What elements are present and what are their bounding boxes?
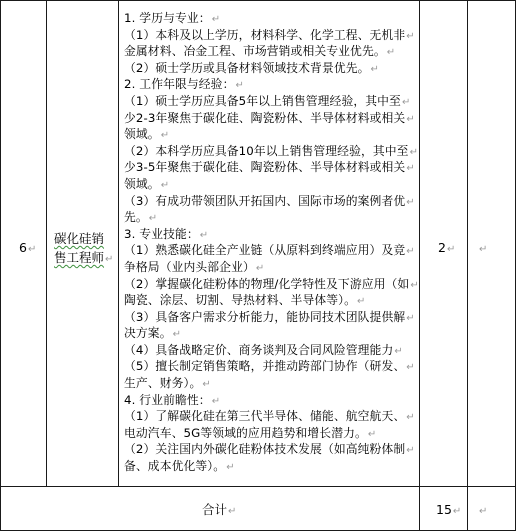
paragraph-mark: ↵ xyxy=(406,412,415,424)
requirement-text: （2）硕士学历或具备材料领域技术背景优先。 xyxy=(124,60,370,75)
requirement-text: 少3-5年聚焦于碳化硅、陶瓷粉体、半导体材料或相关 xyxy=(124,160,406,175)
requirement-line xyxy=(124,126,418,143)
paragraph-mark: ↵ xyxy=(27,244,37,255)
requirement-text: （2）掌握碳化硅粉体的物理/化学特性及下游应用（如 xyxy=(124,276,410,291)
requirement-line xyxy=(124,309,418,326)
paragraph-mark: ↵ xyxy=(406,113,415,125)
requirement-line xyxy=(124,27,418,44)
headcount-cell xyxy=(438,240,455,257)
requirement-text: （3）具备客户需求分析能力，能协同技术团队提供解 xyxy=(124,309,406,324)
requirement-text: 电动汽车、5G等领域的应用趋势和增长潜力。 xyxy=(124,425,367,440)
col-divider-4 xyxy=(467,0,468,531)
requirement-line xyxy=(124,209,418,226)
requirement-text: 少2-3年聚焦于碳化硅、陶瓷粉体、半导体材料或相关 xyxy=(124,110,406,125)
requirement-line xyxy=(124,325,418,342)
requirement-text: 决方案。 xyxy=(124,326,172,341)
paragraph-mark: ↵ xyxy=(446,244,456,255)
requirement-text: 4. 行业前瞻性： xyxy=(124,392,211,407)
requirement-line xyxy=(124,441,418,458)
requirement-line xyxy=(124,425,418,442)
requirement-text: （2）关注国内外碳化硅粉体技术发展（如高纯粉体制 xyxy=(124,442,406,457)
requirement-line xyxy=(124,159,418,176)
paragraph-mark: ↵ xyxy=(172,329,182,341)
row-divider xyxy=(0,486,516,487)
paragraph-mark: ↵ xyxy=(406,196,415,208)
requirement-text: 生产、财务）。 xyxy=(124,376,202,391)
paragraph-mark: ↵ xyxy=(235,80,244,92)
requirement-text: （2）本科学历应具备10年以上销售管理经验，其中至 xyxy=(124,143,409,158)
paragraph-mark: ↵ xyxy=(228,506,237,517)
total-value: 15 xyxy=(436,502,452,517)
requirement-text: 备、成本优化等）。 xyxy=(124,459,226,474)
paragraph-mark: ↵ xyxy=(357,296,366,308)
paragraph-mark: ↵ xyxy=(367,428,377,440)
paragraph-mark: ↵ xyxy=(211,14,221,25)
requirement-text: 先。 xyxy=(124,210,148,225)
requirement-text: （1）本科及以上学历，材料科学、化学工程、无机非 xyxy=(124,27,406,42)
paragraph-mark: ↵ xyxy=(226,462,235,474)
requirement-text: （1）了解碳化硅在第三代半导体、储能、航空航天、 xyxy=(124,409,406,424)
paragraph-mark: ↵ xyxy=(452,506,462,517)
requirement-line xyxy=(124,392,418,409)
paragraph-mark: ↵ xyxy=(406,312,415,324)
position-line-2 xyxy=(54,248,113,269)
requirement-text: 领域。 xyxy=(124,176,160,191)
requirement-line xyxy=(124,292,418,309)
requirement-text: （1）熟悉碳化硅全产业链（从原料到终端应用）及竞 xyxy=(124,243,406,258)
paragraph-mark: ↵ xyxy=(386,47,396,59)
requirement-line xyxy=(124,93,418,110)
total-label-cell xyxy=(202,502,236,519)
requirement-line xyxy=(124,10,418,27)
position-name-part-2: 售工程师 xyxy=(54,250,105,265)
requirement-line xyxy=(124,60,418,77)
paragraph-mark: ↵ xyxy=(406,246,415,258)
paragraph-mark: ↵ xyxy=(406,163,415,175)
requirement-text: （4）具备战略定价、商务谈判及合同风险管理能力 xyxy=(124,342,394,357)
requirement-line xyxy=(124,375,418,392)
requirement-line xyxy=(124,408,418,425)
requirement-line xyxy=(124,110,418,127)
paragraph-mark: ↵ xyxy=(160,179,170,191)
paragraph-mark: ↵ xyxy=(148,213,158,225)
requirement-line xyxy=(124,342,418,359)
col-divider-2 xyxy=(118,0,119,487)
paragraph-mark: ↵ xyxy=(199,229,209,241)
requirement-line xyxy=(124,276,418,293)
requirement-line xyxy=(124,242,418,259)
row-index-cell xyxy=(19,240,36,257)
paragraph-mark: ↵ xyxy=(105,254,114,265)
requirement-line xyxy=(124,143,418,160)
paragraph-mark: ↵ xyxy=(394,345,403,357)
requirement-text: （1）硕士学历应具备5年以上销售管理经验，其中至 xyxy=(124,93,401,108)
requirement-line xyxy=(124,176,418,193)
requirement-line xyxy=(124,193,418,210)
requirement-text: 领域。 xyxy=(124,127,160,142)
requirement-text: 2. 工作年限与经验： xyxy=(124,77,235,92)
position-cell xyxy=(54,229,113,269)
total-remark-cell xyxy=(478,502,487,519)
requirement-line xyxy=(124,358,418,375)
requirement-line xyxy=(124,226,418,243)
paragraph-mark: ↵ xyxy=(406,445,415,457)
requirement-text: 陶瓷、涂层、切割、导热材料、半导体等）。 xyxy=(124,293,357,308)
requirement-text: 金属材料、冶金工程、市场营销或相关专业优先。 xyxy=(124,44,386,59)
col-divider-1 xyxy=(46,0,47,487)
paragraph-mark: ↵ xyxy=(409,146,419,158)
paragraph-mark: ↵ xyxy=(406,362,415,374)
paragraph-mark: ↵ xyxy=(202,379,211,391)
position-name-part-1: 碳化硅销 xyxy=(54,231,105,246)
paragraph-mark: ↵ xyxy=(211,395,221,407)
requirement-text: 3. 专业技能： xyxy=(124,226,199,241)
paragraph-mark: ↵ xyxy=(160,130,170,142)
table-top-border xyxy=(0,0,516,1)
paragraph-mark: ↵ xyxy=(410,279,419,291)
requirement-text: （3）有成功带领团队开拓国内、国际市场的案例者优 xyxy=(124,193,406,208)
paragraph-mark: ↵ xyxy=(479,506,488,517)
paragraph-mark: ↵ xyxy=(401,96,411,108)
paragraph-mark: ↵ xyxy=(370,63,380,75)
table-left-border xyxy=(0,0,1,531)
total-label: 合计 xyxy=(202,502,228,517)
row-index: 6 xyxy=(19,240,27,255)
position-line-1 xyxy=(54,229,113,248)
requirement-line xyxy=(124,43,418,60)
paragraph-mark: ↵ xyxy=(255,262,265,274)
headcount-value: 2 xyxy=(438,240,446,255)
requirement-text: 1. 学历与专业： xyxy=(124,11,211,25)
paragraph-mark: ↵ xyxy=(406,30,415,42)
requirement-text: （5）擅长制定销售策略，并推动跨部门协作（研发、 xyxy=(124,359,406,374)
requirement-line xyxy=(124,458,418,475)
requirement-line xyxy=(124,259,418,276)
requirement-line xyxy=(124,76,418,93)
total-value-cell xyxy=(436,502,461,519)
paragraph-mark: ↵ xyxy=(479,244,488,255)
col-divider-3 xyxy=(419,0,420,531)
requirements-cell xyxy=(124,10,418,475)
requirement-text: 争格局（业内头部企业） xyxy=(124,259,255,274)
remark-cell xyxy=(478,240,487,257)
